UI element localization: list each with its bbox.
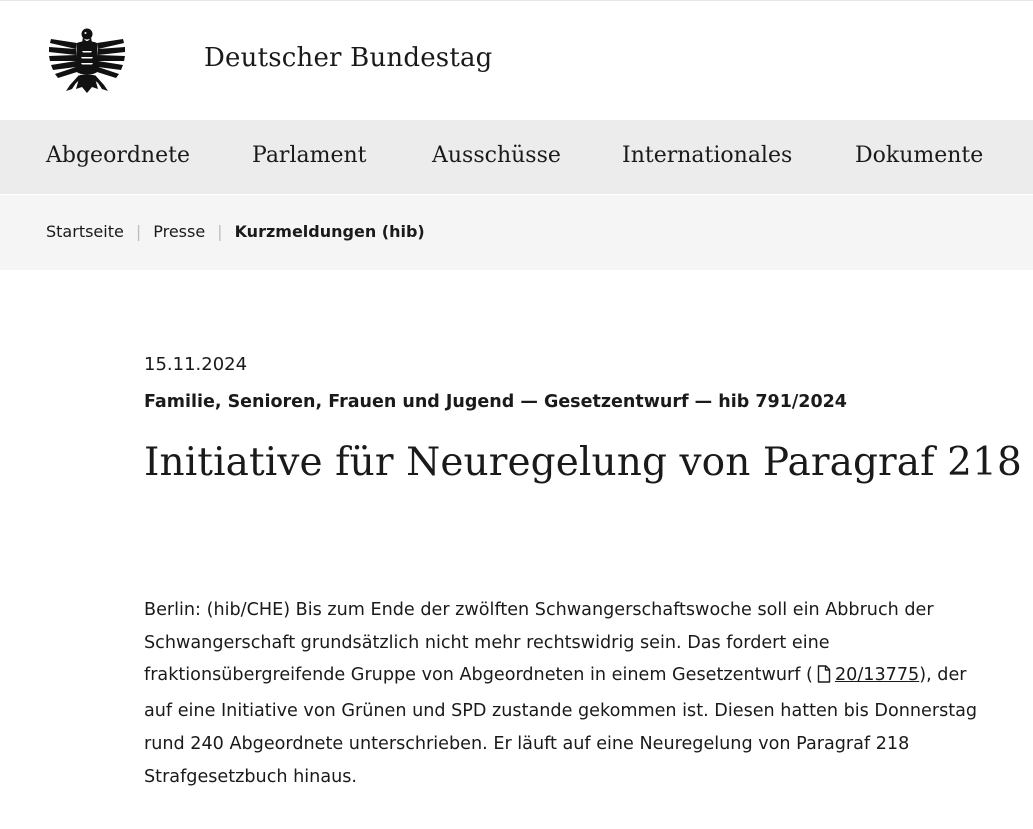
article-title: Initiative für Neuregelung von Paragraf 218 [144,440,1022,485]
article-date: 15.11.2024 [144,354,248,375]
breadcrumb-item-current: Kurzmeldungen (hib) [234,222,425,241]
article-body-line: auf eine Initiative von Grünen und SPD zustande gekommen ist. Diesen hatten bis Donnerstag [144,701,978,722]
nav-item-parlament[interactable]: Parlament [252,143,367,168]
article-body-line: fraktionsübergreifende Gruppe von Abgeordneten in einem Gesetzentwurf ( [144,665,813,686]
breadcrumb-separator: | [135,222,142,241]
document-icon [817,662,831,695]
main-navigation [0,120,1033,194]
site-title[interactable]: Deutscher Bundestag [204,43,493,73]
breadcrumb-separator: | [217,222,223,241]
federal-eagle-icon[interactable] [46,25,128,97]
breadcrumb [46,222,425,241]
breadcrumb-item-startseite[interactable]: Startseite [46,222,124,241]
article-meta: Familie, Senioren, Frauen und Jugend — Gesetzentwurf — hib 791/2024 [144,392,847,412]
nav-item-abgeordnete[interactable]: Abgeordnete [46,143,190,168]
breadcrumb-bar [0,195,1033,270]
drucksache-link[interactable] [813,665,919,685]
site-header [0,1,1033,120]
drucksache-link-label[interactable]: 20/13775 [834,665,920,686]
article-body [144,594,994,793]
article-body-line: Schwangerschaft grundsätzlich nicht mehr rechtswidrig sein. Das fordert eine [144,632,830,653]
nav-item-ausschuesse[interactable]: Ausschüsse [432,143,561,168]
article-body-line: Berlin: (hib/CHE) Bis zum Ende der zwölften Schwangerschaftswoche soll ein Abbruch der [144,600,934,620]
article-body-line: rund 240 Abgeordnete unterschrieben. Er läuft auf eine Neuregelung von Paragraf 218 [144,733,910,754]
nav-item-internationales[interactable]: Internationales [622,143,793,168]
breadcrumb-item-presse[interactable]: Presse [153,222,206,241]
nav-item-dokumente[interactable]: Dokumente [855,143,984,168]
article-body-line: Strafgesetzbuch hinaus. [144,766,358,787]
article-body-line: ), der [919,665,967,686]
